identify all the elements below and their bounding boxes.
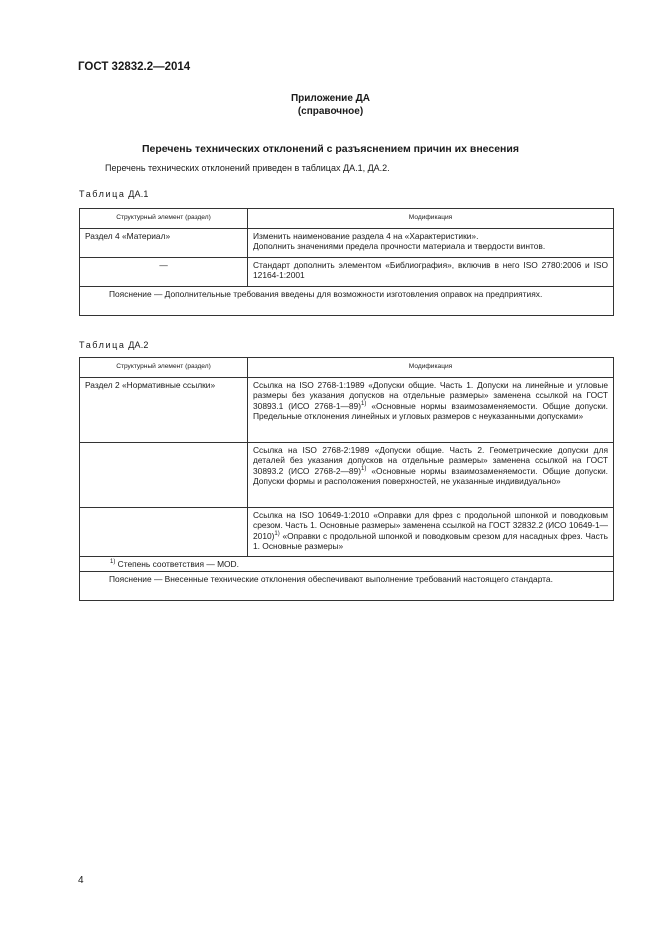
table2-row2-mod-b: «Основные нормы взаимозаменяемости. Общие допуски. Допуски формы и расположения поверхностей, не указанные индивидуально»	[253, 465, 608, 487]
table-header-row	[80, 209, 614, 229]
footnote-mark: 1)	[110, 558, 116, 565]
footnote-ref: 1)	[361, 400, 367, 407]
table2-header-element: Структурный элемент (раздел)	[80, 358, 248, 378]
section-title: Перечень технических отклонений с разъяснением причин их внесения	[141, 143, 519, 155]
table1-row1-mod-line2: Дополнить значениями предела прочности материала и твердости винтов.	[253, 241, 546, 252]
table1-label-prefix: Таблица	[79, 189, 126, 199]
table2-row3-mod-b: «Оправки с продольной шпонкой и поводковым срезом для насадных фрез. Часть 1. Основные размеры»	[253, 530, 608, 552]
document-code: ГОСТ 32832.2—2014	[78, 61, 191, 73]
table2-header-modification: Модификация	[248, 358, 614, 378]
table2-row1-mod-a: Ссылка на ISO 2768-1:1989 «Допуски общие. Часть 1. Допуски на линейные и угловые размеры без указания допусков на отдельные размеры» заменена ссылкой на ГОСТ 30893.1 (ИСО 2768-1—89)	[253, 379, 608, 411]
table-row	[80, 377, 614, 442]
table2-label-prefix: Таблица	[79, 340, 126, 350]
table2-row2-mod-a: Ссылка на ISO 2768-2:1989 «Допуски общие. Часть 2. Геометрические допуски для деталей без указания допусков на отдельные размеры» заменена ссылкой на ГОСТ 30893.2 (ИСО 2768-2—89)	[253, 444, 608, 476]
page-number: 4	[78, 875, 84, 886]
table1-row2-modification: Стандарт дополнить элементом «Библиография», включив в него ISO 2780:2006 и ISO 12164-1:2001	[248, 257, 614, 286]
table2-label-number: ДА.2	[128, 340, 149, 350]
table1-row2-element: —	[80, 257, 248, 286]
table-row	[80, 257, 614, 286]
table-row	[80, 507, 614, 556]
table1-label-number: ДА.1	[128, 189, 149, 199]
table2-row1-element: Раздел 2 «Нормативные ссылки»	[80, 377, 248, 442]
annex-heading	[0, 92, 661, 118]
annex-subtitle: (справочное)	[297, 106, 364, 117]
footnote-ref: 1)	[361, 465, 367, 472]
table1-row1-element: Раздел 4 «Материал»	[80, 228, 248, 257]
table-footnote-row	[80, 556, 614, 572]
table2-note: Пояснение — Внесенные технические отклонения обеспечивают выполнение требований настоящего стандарта.	[80, 572, 614, 601]
footnote-text: Степень соответствия — MOD.	[115, 558, 239, 569]
table-row	[80, 442, 614, 507]
table2-row2-element	[80, 442, 248, 507]
table2-row3-mod-a: Ссылка на ISO 10649-1:2010 «Оправки для фрез с продольной шпонкой и поводковым срезом. Часть 1. Основные размеры» заменена ссылкой на ГОСТ 32832.2 (ИСО 10649-1—2010)	[253, 509, 608, 541]
table-header-row	[80, 358, 614, 378]
intro-paragraph: Перечень технических отклонений приведен в таблицах ДА.1, ДА.2.	[105, 163, 390, 173]
footnote-ref: 1)	[274, 530, 280, 537]
table1-row1-mod-line1: Изменить наименование раздела 4 на «Характеристики».	[253, 230, 479, 241]
table1-header-element: Структурный элемент (раздел)	[80, 209, 248, 229]
table1-row1-modification	[248, 228, 614, 257]
table-da1	[79, 208, 614, 316]
table2-row2-modification	[248, 442, 614, 507]
table-note-row	[80, 286, 614, 315]
table1-label	[79, 189, 149, 199]
annex-title: Приложение ДА	[290, 93, 371, 104]
table1-note: Пояснение — Дополнительные требования введены для возможности изготовления оправок на предприятиях.	[80, 286, 614, 315]
table-da2	[79, 357, 614, 601]
table2-row1-modification	[248, 377, 614, 442]
table-note-row	[80, 572, 614, 601]
table2-label	[79, 340, 149, 350]
table2-row3-element	[80, 507, 248, 556]
table2-footnote	[80, 556, 614, 572]
table2-row1-mod-b: «Основные нормы взаимозаменяемости. Общие допуски. Предельные отклонения линейных и угловых размеров с неуказанными допусками»	[253, 400, 608, 422]
table1-header-modification: Модификация	[248, 209, 614, 229]
table-row	[80, 228, 614, 257]
table2-row3-modification	[248, 507, 614, 556]
